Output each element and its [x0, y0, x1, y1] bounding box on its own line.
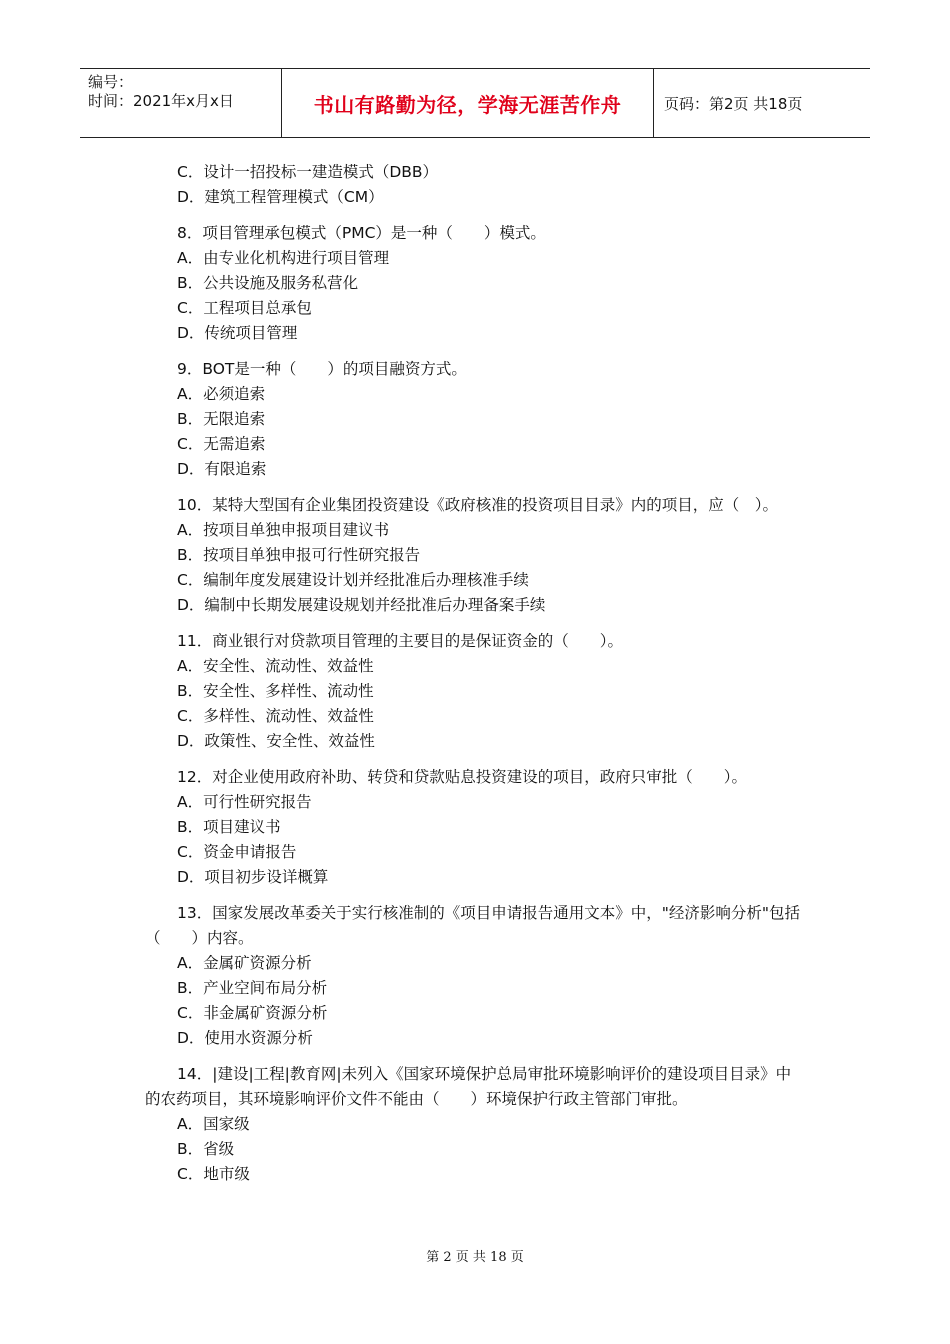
question-11 [145, 629, 805, 754]
option: B．省级 [177, 1140, 235, 1158]
option: C．工程项目总承包 [177, 299, 312, 317]
option: D．使用水资源分析 [177, 1029, 313, 1047]
option: A．国家级 [177, 1115, 250, 1133]
option: B．按项目单独申报可行性研究报告 [177, 546, 421, 564]
option: D．传统项目管理 [177, 324, 298, 342]
footer-page-number: 第 2 页 共 18 页 [426, 1250, 524, 1265]
option: C．编制年度发展建设计划并经批准后办理核准手续 [177, 571, 529, 589]
question-stem: 8．项目管理承包模式（PMC）是一种（ ）模式。 [177, 224, 546, 242]
question-9 [145, 357, 805, 482]
option: A．金属矿资源分析 [177, 954, 312, 972]
header-meta [80, 69, 282, 137]
question-stem: 9．BOT是一种（ ）的项目融资方式。 [177, 360, 467, 378]
page-header [80, 68, 870, 138]
option: A．可行性研究报告 [177, 793, 312, 811]
option: D．有限追索 [177, 460, 267, 478]
question-stem: 10．某特大型国有企业集团投资建设《政府核准的投资项目目录》内的项目，应（ ）。 [177, 496, 778, 514]
question-10 [145, 493, 805, 618]
option: A．按项目单独申报项目建议书 [177, 521, 390, 539]
option: B．产业空间布局分析 [177, 979, 328, 997]
option: C．资金申请报告 [177, 843, 297, 861]
question-14 [145, 1062, 805, 1187]
question-13 [145, 901, 805, 1051]
question-content [145, 160, 805, 1198]
option: B．安全性、多样性、流动性 [177, 682, 374, 700]
option: C．非金属矿资源分析 [177, 1004, 328, 1022]
header-page-number: 页码：第2页 共18页 [664, 94, 803, 113]
option: D．建筑工程管理模式（CM） [177, 188, 384, 206]
header-page-cell [654, 69, 870, 137]
question-7-continued [145, 160, 805, 210]
option: A．必须追索 [177, 385, 266, 403]
document-code-label: 编号： [88, 73, 134, 91]
option: B．无限追索 [177, 410, 266, 428]
question-12 [145, 765, 805, 890]
option: A．由专业化机构进行项目管理 [177, 249, 390, 267]
option: C．多样性、流动性、效益性 [177, 707, 374, 725]
option: A．安全性、流动性、效益性 [177, 657, 374, 675]
header-motto: 书山有路勤为径，学海无涯苦作舟 [313, 92, 622, 117]
document-date-label: 时间：2021年x月x日 [88, 92, 234, 110]
question-stem: 11．商业银行对贷款项目管理的主要目的是保证资金的（ ）。 [177, 632, 623, 650]
page-footer [0, 1246, 950, 1265]
option: D．项目初步设详概算 [177, 868, 329, 886]
option: D．编制中长期发展建设规划并经批准后办理备案手续 [177, 596, 546, 614]
header-motto-cell [282, 69, 654, 137]
option: C．地市级 [177, 1165, 250, 1183]
option: D．政策性、安全性、效益性 [177, 732, 375, 750]
option: C．无需追索 [177, 435, 266, 453]
question-stem: 13．国家发展改革委关于实行核准制的《项目申请报告通用文本》中，"经济影响分析"包括（ ）内容。 [145, 904, 800, 947]
option: C．设计一招投标一建造模式（DBB） [177, 163, 439, 181]
option: B．公共设施及服务私营化 [177, 274, 359, 292]
option: B．项目建议书 [177, 818, 281, 836]
question-8 [145, 221, 805, 346]
question-stem: 14．|建设|工程|教育网|未列入《国家环境保护总局审批环境影响评价的建设项目目录》中的农药项目，其环境影响评价文件不能由（ ）环境保护行政主管部门审批。 [145, 1065, 792, 1108]
question-stem: 12．对企业使用政府补助、转贷和贷款贴息投资建设的项目，政府只审批（ ）。 [177, 768, 747, 786]
